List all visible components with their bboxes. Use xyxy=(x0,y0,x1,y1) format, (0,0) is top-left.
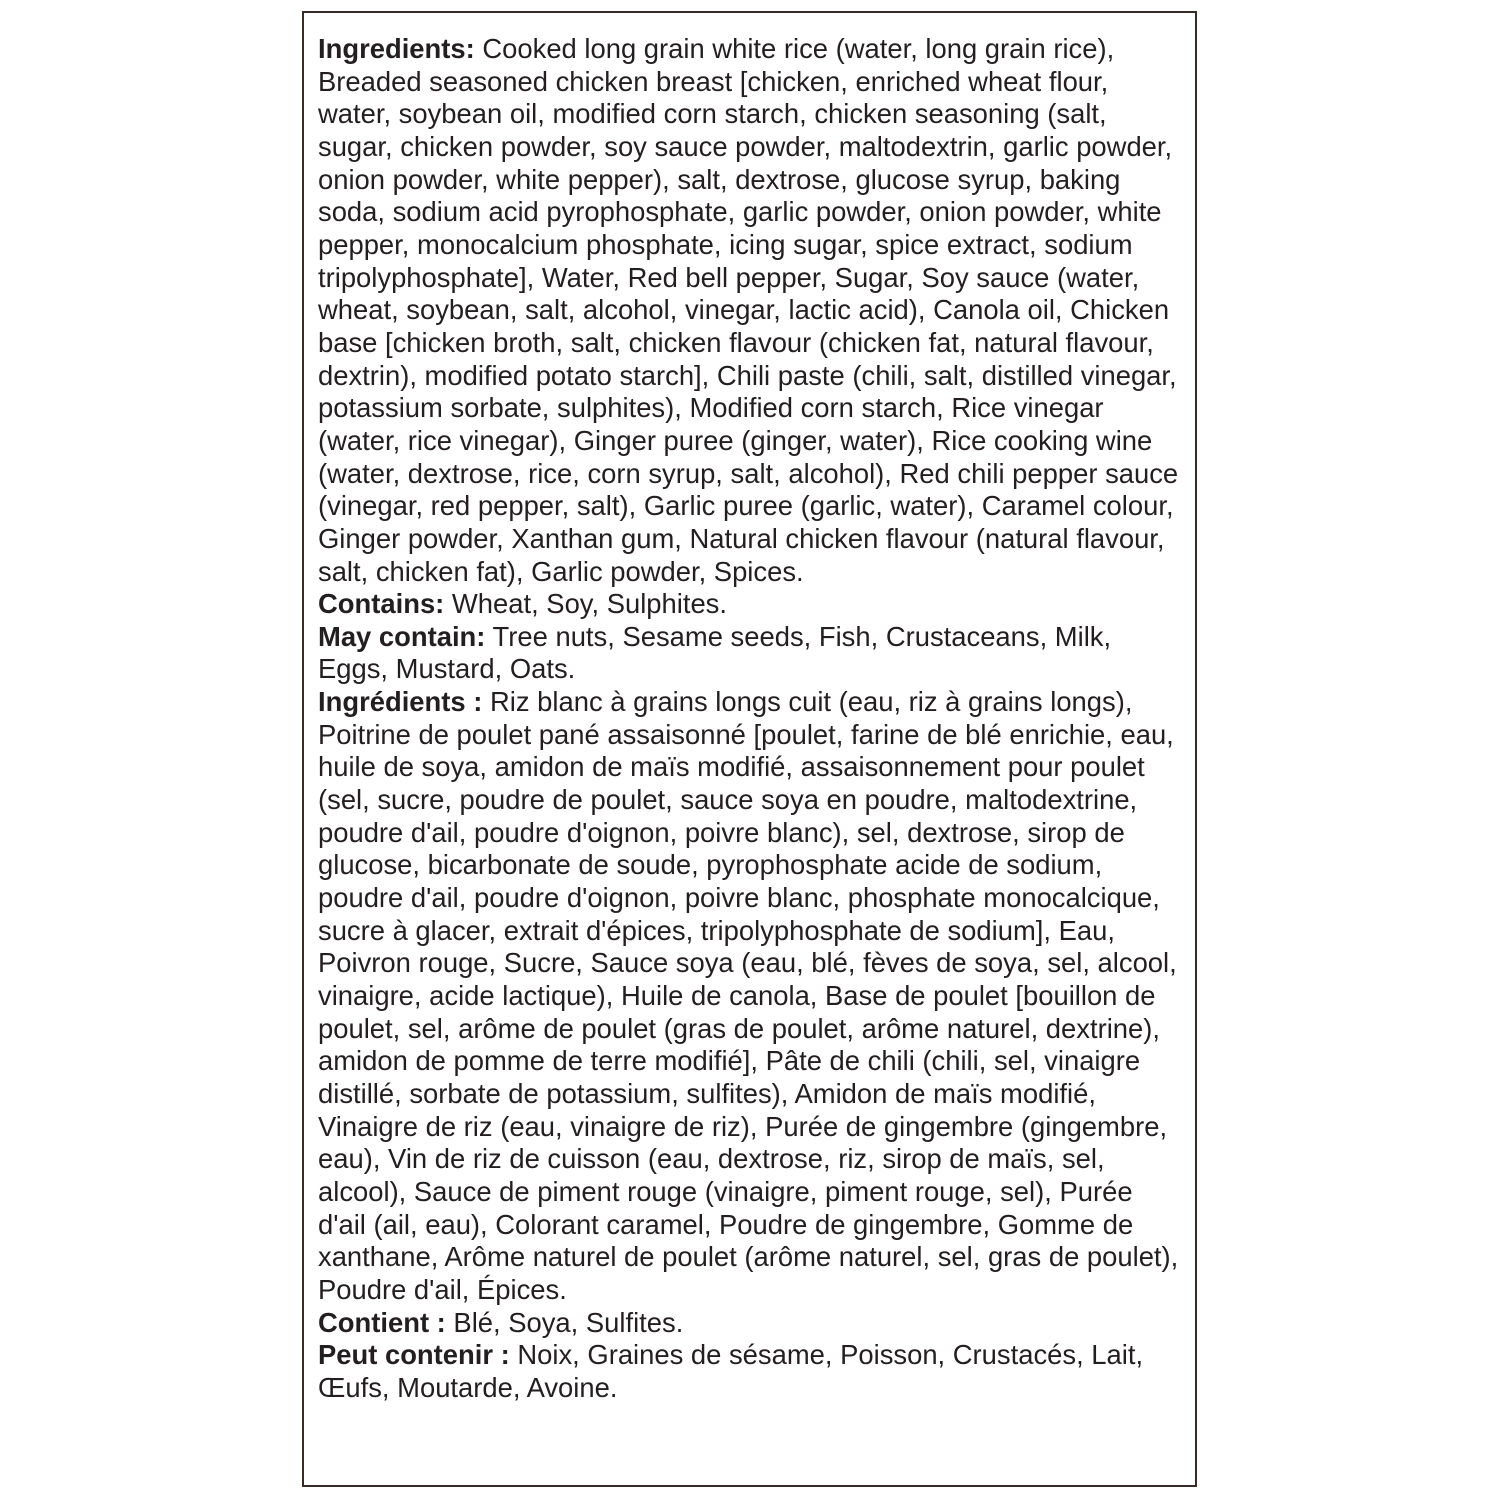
english-ingredients-list: Cooked long grain white rice (water, long grain rice), Breaded seasoned chicken breast [chicken, enriched wheat flour, water, soybean oil, modified corn starch, chicken seasoning (salt, sugar, chicken powder, soy sauce powder, maltodextrin, garlic powder, onion powder, white pepper), salt, dextrose, glucose syrup, baking soda, sodium acid pyrophosphate, garlic powder, onion powder, white pepper, monocalcium phosphate, icing sugar, spice extract, sodium tripolyphosphate], Water, Red bell pepper, Sugar, Soy sauce (water, wheat, soybean, salt, alcohol, vinegar, lactic acid), Canola oil, Chicken base [chicken broth, salt, chicken flavour (chicken fat, natural flavour, dextrin), modified potato starch], Chili paste (chili, salt, distilled vinegar, potassium sorbate, sulphites), Modified corn starch, Rice vinegar (water, rice vinegar), Ginger puree (ginger, water), Rice cooking wine (water, dextrose, rice, corn syrup, salt, alcohol), Red chili pepper sauce (vinegar, red pepper, salt), Garlic puree (garlic, water), Caramel colour, Ginger powder, Xanthan gum, Natural chicken flavour (natural flavour, salt, chicken fat), Garlic powder, Spices. xyxy=(318,33,1179,587)
french-contains-paragraph xyxy=(318,1307,1185,1340)
french-contains-list: Blé, Soya, Sulfites. xyxy=(453,1306,684,1338)
english-ingredients-paragraph xyxy=(318,33,1185,588)
english-ingredients-heading: Ingredients: xyxy=(318,33,475,64)
english-may-contain-list: Tree nuts, Sesame seeds, Fish, Crustaceans, Milk, Eggs, Mustard, Oats. xyxy=(318,620,1112,685)
french-may-contain-list: Noix, Graines de sésame, Poisson, Crustacés, Lait, Œufs, Moutarde, Avoine. xyxy=(318,1339,1144,1403)
english-contains-paragraph xyxy=(318,588,1185,621)
french-may-contain-paragraph xyxy=(318,1339,1185,1404)
french-ingredients-list: Riz blanc à grains longs cuit (eau, riz à grains longs), Poitrine de poulet pané assaisonné [poulet, farine de blé enrichie, eau, huile de soya, amidon de maïs modifié, assaisonnement pour poulet (sel, sucre, poudre de poulet, sauce soya en poudre, maltodextrine, poudre d'ail, poudre d'oignon, poivre blanc), sel, dextrose, sirop de glucose, bicarbonate de soude, pyrophosphate acide de sodium, poudre d'ail, poudre d'oignon, poivre blanc, phosphate monocalcique, sucre à glacer, extrait d'épices, tripolyphosphate de sodium], Eau, Poivron rouge, Sucre, Sauce soya (eau, blé, fèves de soya, sel, alcool, vinaigre, acide lactique), Huile de canola, Base de poulet [bouillon de poulet, sel, arôme de poulet (gras de poulet, arôme naturel, dextrine), amidon de pomme de terre modifié], Pâte de chili (chili, sel, vinaigre distillé, sorbate de potassium, sulfites), Amidon de maïs modifié, Vinaigre de riz (eau, vinaigre de riz), Purée de gingembre (gingembre, eau), Vin de riz de cuisson (eau, dextrose, riz, sirop de maïs, sel, alcool), Sauce de piment rouge (vinaigre, piment rouge, sel), Purée d'ail (ail, eau), Colorant caramel, Poudre de gingembre, Gomme de xanthane, Arôme naturel de poulet (arôme naturel, sel, gras de poulet), Poudre d'ail, Épices. xyxy=(318,686,1179,1305)
french-contains-heading: Contient : xyxy=(318,1306,446,1338)
english-may-contain-paragraph xyxy=(318,621,1185,686)
ingredients-label-panel xyxy=(302,11,1197,1487)
english-contains-heading: Contains: xyxy=(318,588,445,620)
english-contains-list: Wheat, Soy, Sulphites. xyxy=(451,588,727,620)
french-ingredients-heading: Ingrédients : xyxy=(318,686,483,718)
english-may-contain-heading: May contain: xyxy=(318,620,486,652)
french-ingredients-paragraph xyxy=(318,686,1185,1306)
ingredients-label-text xyxy=(318,33,1185,1405)
french-may-contain-heading: Peut contenir : xyxy=(318,1339,510,1371)
